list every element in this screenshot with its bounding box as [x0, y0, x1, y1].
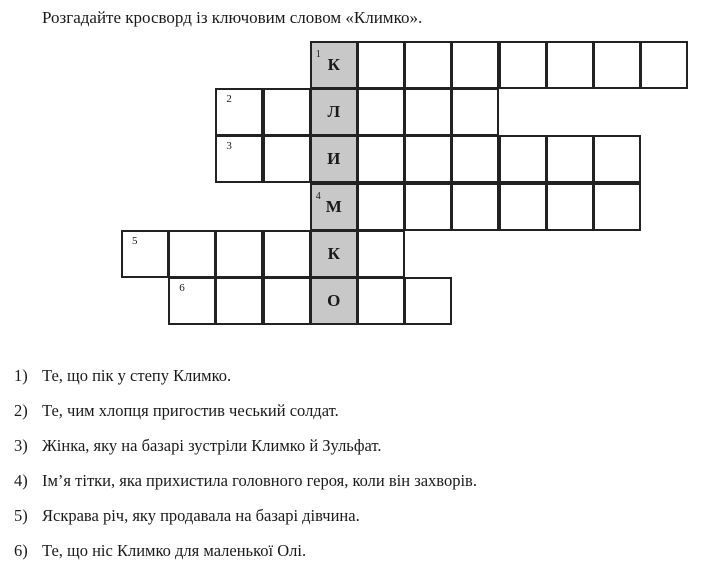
- crossword-cell: [263, 88, 311, 136]
- instruction-text: Розгадайте кросворд із ключовим словом «Климко».: [42, 8, 423, 27]
- clue-number-label: 4: [315, 190, 321, 202]
- crossword-cell: [546, 183, 594, 231]
- crossword-cell: [404, 277, 452, 325]
- crossword-cell: [451, 41, 499, 89]
- clue-number-label: 1: [315, 49, 321, 60]
- keyword-letter: К: [327, 243, 340, 263]
- crossword-cell: [357, 183, 405, 231]
- keyword-cell: [310, 277, 358, 325]
- clue-item: [14, 366, 477, 401]
- keyword-cell: [310, 88, 358, 136]
- clue-item: [14, 401, 477, 436]
- keyword-cell: [310, 135, 358, 183]
- crossword-cell: [499, 41, 547, 89]
- clue-text: Жінка, яку на базарі зустріли Климко й Зульфат.: [42, 436, 382, 455]
- clue-list: [14, 366, 477, 576]
- keyword-letter: Л: [327, 102, 341, 122]
- crossword-cell: [404, 88, 452, 136]
- keyword-letter: М: [325, 196, 342, 216]
- crossword-cell: [215, 230, 263, 278]
- clue-text: Яскрава річ, яку продавала на базарі дівчина.: [42, 506, 360, 525]
- crossword-cell: [499, 183, 547, 231]
- crossword-cell: [168, 230, 216, 278]
- crossword-cell: [357, 230, 405, 278]
- crossword-cell: [357, 277, 405, 325]
- crossword-cell: [168, 277, 216, 325]
- clue-number: 3): [14, 436, 28, 455]
- crossword-cell: [499, 135, 547, 183]
- crossword-cell: [215, 135, 263, 183]
- keyword-letter: И: [327, 149, 341, 169]
- crossword-cell: [451, 88, 499, 136]
- keyword-letter: О: [327, 291, 341, 310]
- crossword-cell: [215, 88, 263, 136]
- crossword-cell: [404, 41, 452, 89]
- crossword-cell: [451, 135, 499, 183]
- clue-number: 1): [14, 366, 28, 385]
- clue-number: 6): [14, 541, 28, 560]
- crossword-cell: [357, 135, 405, 183]
- clue-text: Те, що пік у степу Климко.: [42, 366, 232, 385]
- clue-item: [14, 506, 477, 541]
- clue-number-label: 2: [226, 93, 232, 106]
- clue-text: Те, що ніс Климко для маленької Олі.: [42, 541, 307, 560]
- crossword-cell: [546, 135, 594, 183]
- clue-number-label: 5: [132, 234, 138, 247]
- crossword-cell: [404, 135, 452, 183]
- crossword-cell: [593, 183, 641, 231]
- clue-number: 2): [14, 401, 28, 420]
- crossword-cell: [357, 88, 405, 136]
- keyword-cell: [310, 230, 358, 278]
- clue-number: 4): [14, 471, 28, 490]
- crossword-cell: [546, 41, 594, 89]
- clue-text: Ім’я тітки, яка прихистила головного героя, коли він захворів.: [42, 471, 477, 490]
- keyword-cell: [310, 183, 358, 231]
- crossword-cell: [451, 183, 499, 231]
- crossword-cell: [263, 135, 311, 183]
- crossword-cell: [404, 183, 452, 231]
- clue-item: [14, 541, 477, 576]
- clue-text: Те, чим хлопця пригостив чеський солдат.: [42, 401, 339, 420]
- crossword-cell: [121, 230, 169, 278]
- clue-item: [14, 436, 477, 471]
- crossword-cell: [593, 135, 641, 183]
- crossword-cell: [263, 230, 311, 278]
- clue-number-label: 3: [226, 140, 232, 153]
- clue-item: [14, 471, 477, 506]
- crossword-cell: [593, 41, 641, 89]
- crossword-cell: [215, 277, 263, 325]
- keyword-letter: К: [327, 55, 340, 74]
- crossword-cell: [640, 41, 688, 89]
- clue-number-label: 6: [179, 282, 185, 294]
- clue-number: 5): [14, 506, 28, 525]
- keyword-cell: [310, 41, 358, 89]
- crossword-cell: [357, 41, 405, 89]
- crossword-cell: [263, 277, 311, 325]
